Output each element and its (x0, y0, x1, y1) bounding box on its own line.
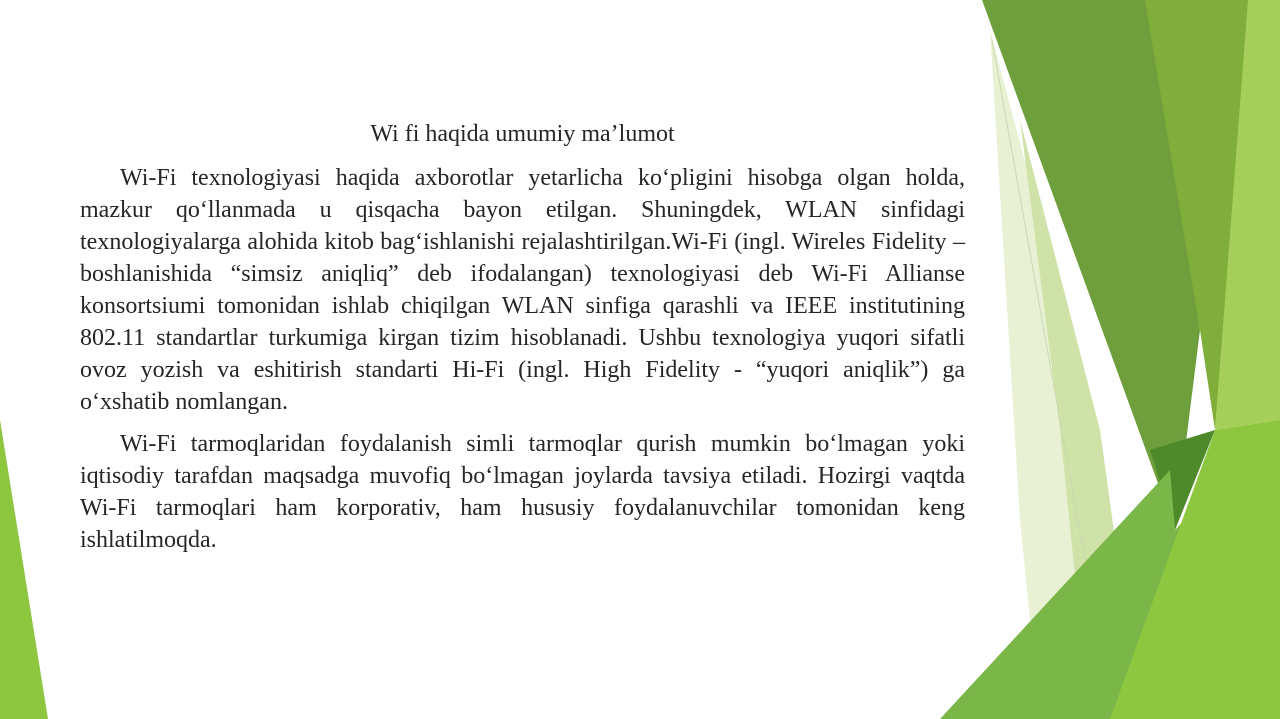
slide-content (80, 118, 965, 566)
paragraph-2: Wi-Fi tarmoqlaridan foydalanish simli tarmoqlar qurish mumkin bo‘lmagan yoki iqtisodiy tarafdan maqsadga muvofiq bo‘lmagan joylarda tavsiya etiladi. Hozirgi vaqtda Wi-Fi tarmoqlari ham korporativ, ham hususiy foydalanuvchilar tomonidan keng ishlatilmoqda. (80, 431, 965, 553)
left-green-stripe (0, 420, 48, 719)
paragraph-1: Wi-Fi texnologiyasi haqida axborotlar yetarlicha ko‘pligini hisobga olgan holda, mazkur qo‘llanmada u qisqacha bayon etilgan. Shuningdek, WLAN sinfidagi texnologiyalarga alohida kitob bag‘ishlanishi rejalashtirilgan.Wi-Fi (ingl. Wireles Fidelity – boshlanishida “simsiz aniqliq” deb ifodalangan) texnologiyasi deb Wi-Fi Allianse konsortsiumi tomonidan ishlab chiqilgan WLAN sinfiga qarashli va IEEE institutining 802.11 standartlar turkumiga kirgan tizim hisoblanadi. Ushbu texnologiya yuqori sifatli ovoz yozish va eshitirish standarti Hi-Fi (ingl. High Fidelity - “yuqori aniqlik”) ga o‘xshatib nomlangan. (80, 165, 965, 415)
slide-title: Wi fi haqida umumiy ma’lumot (370, 121, 675, 147)
